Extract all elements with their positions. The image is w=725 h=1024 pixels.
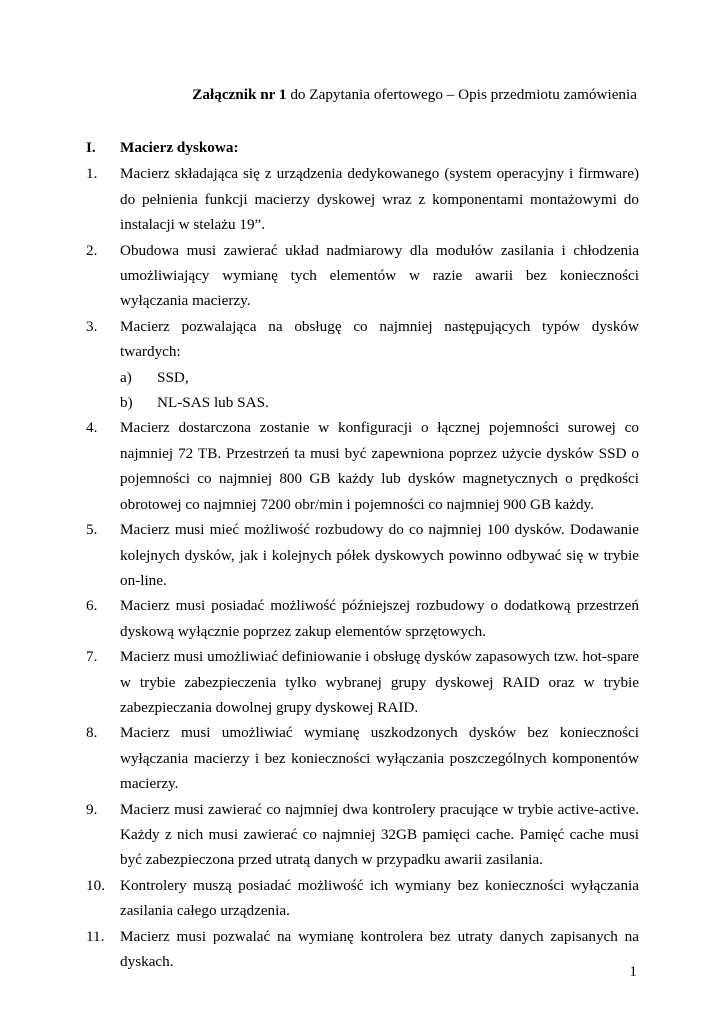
item-text: Macierz musi zawierać co najmniej dwa kontrolery pracujące w trybie active-active. Każdy z nich musi zawierać co najmniej 32GB pamięci cache. Pamięć cache musi być zabezpieczona przed utratą danych w przypadku awarii zasilania. xyxy=(120,800,639,869)
item-number: 8. xyxy=(86,724,98,742)
item-number: 3. xyxy=(86,317,98,335)
item-text: Macierz musi pozwalać na wymianę kontrolera bez utraty danych zapisanych na dyskach. xyxy=(120,927,639,970)
item-number: 7. xyxy=(86,648,98,666)
sub-list-item xyxy=(120,365,639,390)
list-item xyxy=(86,238,639,314)
page-number: 1 xyxy=(629,963,637,980)
item-number: 9. xyxy=(86,800,98,818)
sub-item-text: NL-SAS lub SAS. xyxy=(157,394,269,412)
list-item xyxy=(86,797,639,873)
item-text: Kontrolery muszą posiadać możliwość ich wymiany bez konieczności wyłączania zasilania całego urządzenia. xyxy=(120,876,639,920)
attachment-title: do Zapytania ofertowego – Opis przedmiotu zamówienia xyxy=(286,86,637,103)
list-item xyxy=(86,593,639,644)
list-item xyxy=(86,924,639,975)
item-number: 1. xyxy=(86,165,98,183)
item-text: Macierz musi mieć możliwość rozbudowy do co najmniej 100 dysków. Dodawanie kolejnych dysków, jak i kolejnych półek dyskowych powinno odbywać się w trybie on-line. xyxy=(120,521,639,589)
item-text: Macierz składająca się z urządzenia dedykowanego (system operacyjny i firmware) do pełnienia funkcji macierzy dyskowej wraz z komponentami montażowymi do instalacji w stelażu 19”. xyxy=(120,165,639,234)
section-number: I. xyxy=(86,139,96,156)
document-body xyxy=(86,135,639,974)
sub-item-text: SSD, xyxy=(157,368,189,386)
sub-list-item xyxy=(120,390,639,415)
list-item xyxy=(86,415,639,517)
item-number: 2. xyxy=(86,241,98,259)
section-title: Macierz dyskowa: xyxy=(120,139,239,156)
item-text xyxy=(120,314,639,416)
item-number: 11. xyxy=(86,927,105,945)
document-header xyxy=(192,86,637,104)
attachment-label: Załącznik nr 1 xyxy=(192,86,287,103)
item-text-intro: Macierz pozwalająca na obsługę co najmniej następujących typów dysków twardych: xyxy=(120,317,639,361)
item-number: 6. xyxy=(86,597,98,615)
section-heading xyxy=(86,135,639,160)
list-item xyxy=(86,314,639,416)
item-text: Macierz musi umożliwiać wymianę uszkodzonych dysków bez konieczności wyłączania macierzy i bez konieczności wyłączania poszczególnych komponentów macierzy. xyxy=(120,724,639,793)
list-item xyxy=(86,644,639,720)
item-text: Macierz musi posiadać możliwość późniejszej rozbudowy o dodatkową przestrzeń dyskową wyłącznie poprzez zakup elementów sprzętowych. xyxy=(120,597,639,640)
item-number: 5. xyxy=(86,521,98,539)
item-text: Obudowa musi zawierać układ nadmiarowy dla modułów zasilania i chłodzenia umożliwiający wymianę tych elementów w razie awarii bez konieczności wyłączania macierzy. xyxy=(120,241,639,310)
item-number: 10. xyxy=(86,876,105,894)
list-item xyxy=(86,873,639,924)
list-item xyxy=(86,161,639,237)
item-text: Macierz musi umożliwiać definiowanie i obsługę dysków zapasowych tzw. hot-spare w trybie zabezpieczenia tylko wybranej grupy dyskowej RAID oraz w trybie zabezpieczania dowolnej grupy dyskowej RAID. xyxy=(120,648,639,716)
item-number: 4. xyxy=(86,419,98,437)
list-item xyxy=(86,517,639,593)
sub-item-letter: b) xyxy=(120,394,133,412)
sub-item-letter: a) xyxy=(120,368,132,386)
list-item xyxy=(86,720,639,796)
item-text: Macierz dostarczona zostanie w konfiguracji o łącznej pojemności surowej co najmniej 72 TB. Przestrzeń ta musi być zapewniona poprzez użycie dysków SSD o pojemności co najmniej 800 GB każdy lub dysków magnetycznych o prędkości obrotowej co najmniej 7200 obr/min i pojemności co najmniej 900 GB każdy. xyxy=(120,419,639,513)
